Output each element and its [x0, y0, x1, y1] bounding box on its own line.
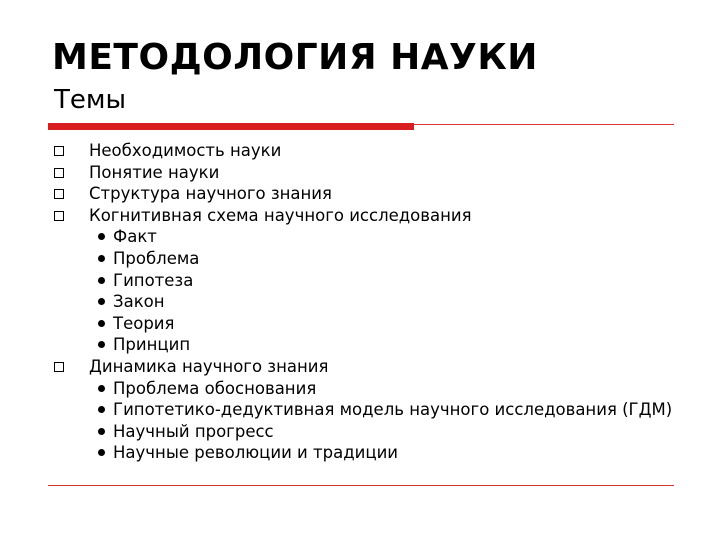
topic-list — [52, 140, 672, 464]
subtopic-label: Научные революции и традиции — [113, 443, 399, 463]
slide-title: МЕТОДОЛОГИЯ НАУКИ — [52, 37, 538, 78]
hollow-square-bullet-icon — [54, 211, 64, 221]
subtopic-item — [89, 421, 672, 443]
subtopic-label: Закон — [113, 292, 165, 312]
footer-divider — [48, 485, 674, 486]
subtopic-label: Гипотеза — [113, 270, 194, 290]
round-bullet-icon — [98, 341, 105, 348]
subtopic-item — [89, 270, 672, 292]
header-divider-accent — [48, 123, 414, 130]
subtopic-label: Факт — [113, 227, 157, 247]
round-bullet-icon — [98, 320, 105, 327]
round-bullet-icon — [98, 255, 105, 262]
topic-item — [52, 140, 672, 162]
topic-item — [52, 356, 672, 464]
subtopic-list — [89, 226, 672, 356]
round-bullet-icon — [98, 428, 105, 435]
topic-item — [52, 162, 672, 184]
round-bullet-icon — [98, 298, 105, 305]
topic-label: Необходимость науки — [89, 141, 282, 160]
round-bullet-icon — [98, 277, 105, 284]
subtopic-item — [89, 226, 672, 248]
subtopic-item — [89, 334, 672, 356]
subtopic-list — [89, 378, 672, 464]
hollow-square-bullet-icon — [54, 146, 64, 156]
subtopic-item — [89, 291, 672, 313]
subtopic-label: Гипотетико-дедуктивная модель научного исследования (ГДМ) — [113, 400, 673, 420]
subtopic-label: Принцип — [113, 335, 191, 355]
subtopic-item — [89, 313, 672, 335]
hollow-square-bullet-icon — [54, 189, 64, 199]
subtopic-item — [89, 399, 672, 421]
topic-label: Понятие науки — [89, 162, 220, 182]
subtopic-item — [89, 442, 672, 464]
subtopic-label: Проблема обоснования — [113, 378, 317, 398]
topic-label: Когнитивная схема научного исследования — [89, 205, 472, 225]
topic-item — [52, 205, 672, 356]
topic-label: Динамика научного знания — [89, 356, 329, 376]
round-bullet-icon — [98, 233, 105, 240]
subtopic-label: Научный прогресс — [113, 421, 274, 441]
topic-label: Структура научного знания — [89, 184, 332, 204]
subtopic-label: Теория — [113, 313, 175, 333]
topic-item — [52, 183, 672, 205]
round-bullet-icon — [98, 449, 105, 456]
subtopic-item — [89, 378, 672, 400]
hollow-square-bullet-icon — [54, 362, 64, 372]
round-bullet-icon — [98, 406, 105, 413]
hollow-square-bullet-icon — [54, 168, 64, 178]
round-bullet-icon — [98, 385, 105, 392]
slide-subtitle: Темы — [54, 85, 127, 115]
subtopic-item — [89, 248, 672, 270]
subtopic-label: Проблема — [113, 248, 200, 268]
